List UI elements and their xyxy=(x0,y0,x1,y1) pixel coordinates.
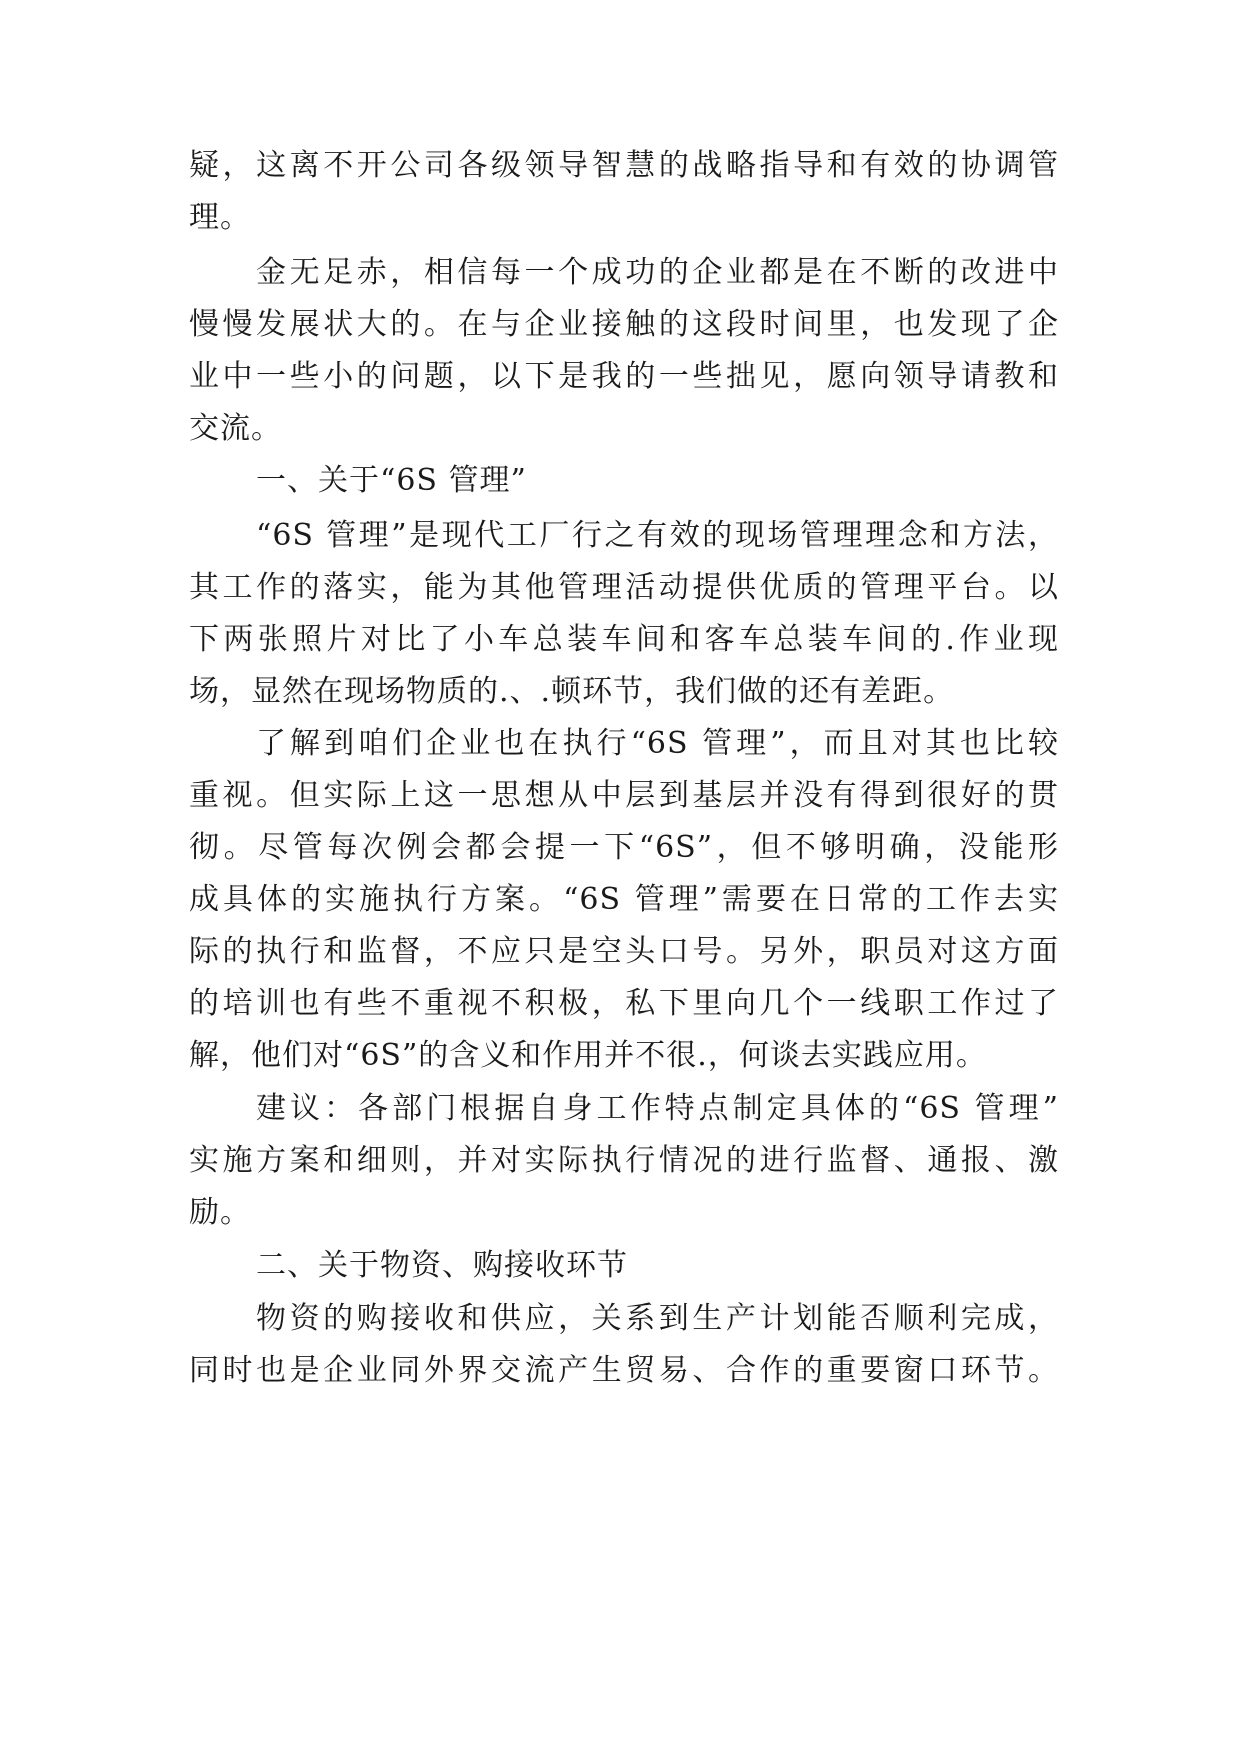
text-line: 际的执行和监督，不应只是空头口号。另外，职员对这方面 xyxy=(189,934,1059,969)
text-line: 解，他们对“6S”的含义和作用并不很.，何谈去实践应用。 xyxy=(189,1038,987,1073)
paragraph-first-line: “6S 管理”是现代工厂行之有效的现场管理理念和方法， xyxy=(256,518,1059,553)
text-line: 其工作的落实，能为其他管理活动提供优质的管理平台。以 xyxy=(189,570,1059,605)
text-line: 重视。但实际上这一思想从中层到基层并没有得到很好的贯 xyxy=(189,778,1059,813)
text-line: 同时也是企业同外界交流产生贸易、合作的重要窗口环节。 xyxy=(189,1353,1059,1388)
text-line: 彻。尽管每次例会都会提一下“6S”，但不够明确，没能形 xyxy=(189,830,1059,865)
paragraph-first-line: 物资的购接收和供应，关系到生产计划能否顺利完成， xyxy=(256,1301,1059,1336)
text-line: 成具体的实施执行方案。“6S 管理”需要在日常的工作去实 xyxy=(189,882,1059,917)
text-line: 的培训也有些不重视不积极，私下里向几个一线职工作过了 xyxy=(189,986,1059,1021)
text-line: 疑，这离不开公司各级领导智慧的战略指导和有效的协调管 xyxy=(189,148,1059,183)
text-line: 实施方案和细则，并对实际执行情况的进行监督、通报、激 xyxy=(189,1143,1059,1178)
text-line: 慢慢发展状大的。在与企业接触的这段时间里，也发现了企 xyxy=(189,307,1059,342)
text-line: 场，显然在现场物质的.、.顿环节，我们做的还有差距。 xyxy=(189,674,955,709)
text-line: 励。 xyxy=(189,1195,251,1230)
section-heading: 一、关于“6S 管理” xyxy=(256,463,527,498)
text-line: 理。 xyxy=(189,200,251,235)
text-line: 下两张照片对比了小车总装车间和客车总装车间的.作业现 xyxy=(189,622,1059,657)
paragraph-first-line: 了解到咱们企业也在执行“6S 管理”，而且对其也比较 xyxy=(256,726,1059,761)
section-heading: 二、关于物资、购接收环节 xyxy=(256,1248,628,1283)
text-line: 交流。 xyxy=(189,411,282,446)
paragraph-first-line: 金无足赤，相信每一个成功的企业都是在不断的改进中 xyxy=(256,255,1059,290)
text-line: 业中一些小的问题，以下是我的一些拙见，愿向领导请教和 xyxy=(189,359,1059,394)
paragraph-first-line: 建议：各部门根据自身工作特点制定具体的“6S 管理” xyxy=(256,1091,1059,1126)
